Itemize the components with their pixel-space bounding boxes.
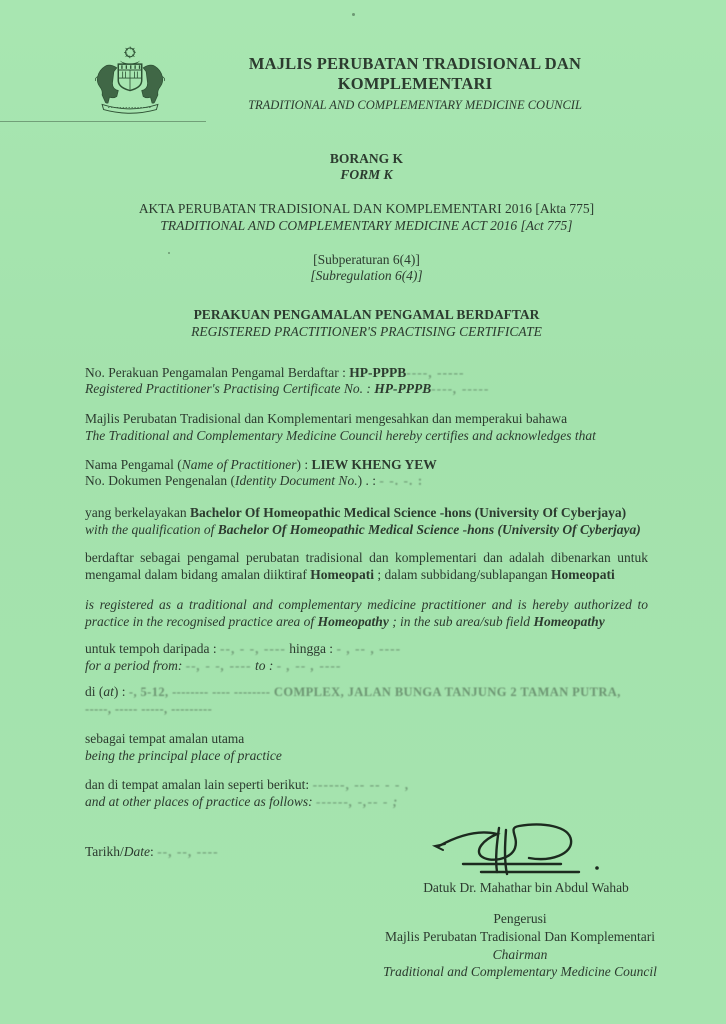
identity-number-redacted: - -. -. : — [379, 473, 424, 489]
qualification-lead-en: with the qualification of — [85, 521, 218, 537]
place-label-close: ) : — [113, 683, 129, 699]
place-line-1 — [85, 684, 648, 701]
registration-middle-ms: ; dalam subbidang/sublapangan — [374, 567, 552, 583]
other-places-redacted-en: ------, -,-- - ; — [315, 793, 399, 809]
other-places-label-ms: dan di tempat amalan lain seperti berikut: — [85, 776, 313, 792]
address-redacted-line2: -----, ----- -----, --------- — [85, 701, 213, 716]
date-redacted: --, --, ---- — [157, 844, 219, 860]
practice-area-ms: Homeopati — [310, 567, 375, 583]
registration-middle-en: ; in the sub area/sub field — [388, 613, 534, 629]
registration-paragraph-ms — [85, 550, 648, 583]
document-body — [0, 151, 726, 897]
place-label-en: at — [103, 683, 114, 699]
date-line — [85, 844, 219, 861]
period-ms — [85, 641, 648, 658]
signatory-org-ms: Majlis Perubatan Tradisional Dan Komplementari — [385, 928, 655, 944]
place-label-ms: di ( — [85, 683, 104, 699]
letterhead — [0, 0, 726, 125]
signature-icon — [411, 820, 641, 884]
principal-place-block — [85, 731, 648, 764]
practitioner-label-ms: Nama Pengamal ( — [85, 456, 182, 472]
period-middle-ms: hingga : — [285, 641, 337, 657]
signature-row — [85, 820, 648, 897]
certification-ms: Majlis Perubatan Tradisional dan Komplementari mengesahkan dan memperakui bahawa — [85, 411, 568, 427]
signatory-name: Datuk Dr. Mahathar bin Abdul Wahab — [423, 880, 629, 896]
signatory-title-ms: Pengerusi — [493, 911, 547, 927]
subregulation-ms: [Subperaturan 6(4)] — [313, 251, 420, 267]
period-middle-en: to : — [251, 658, 277, 674]
practitioner-label-en: Name of Practitioner — [181, 456, 297, 472]
period-label-en: for a period from: — [85, 658, 186, 674]
practice-subfield-ms: Homeopati — [551, 567, 615, 583]
practitioner-name-line — [85, 457, 648, 474]
period-block — [85, 641, 648, 674]
signatory-titles — [320, 911, 720, 981]
other-places-ms — [85, 777, 648, 794]
period-from-redacted: --, - -, ---- — [219, 641, 286, 657]
certificate-title — [85, 307, 648, 340]
council-name-en: TRADITIONAL AND COMPLEMENTARY MEDICINE COUNCIL — [248, 97, 582, 112]
principal-place-ms: sebagai tempat amalan utama — [85, 731, 245, 747]
period-to-redacted: - , -- , ---- — [336, 641, 402, 657]
practice-subfield-en: Homeopathy — [533, 613, 605, 629]
certificate-title-ms: PERAKUAN PENGAMALAN PENGAMAL BERDAFTAR — [193, 307, 540, 323]
qualification-block — [85, 505, 648, 538]
period-from-redacted-en: --, - -, ---- — [185, 658, 252, 674]
certificate-title-en: REGISTERED PRACTITIONER'S PRACTISING CERTIFICATE — [191, 323, 542, 339]
principal-place-en: being the principal place of practice — [85, 748, 282, 764]
period-label-ms: untuk tempoh daripada : — [85, 641, 220, 657]
scan-speck — [352, 13, 355, 16]
certificate-number-redacted-en: ----, ----- — [431, 381, 490, 397]
scan-speck — [168, 252, 170, 254]
signatory-org-en: Traditional and Complementary Medicine Council — [383, 964, 657, 980]
malaysia-coat-of-arms-icon — [86, 42, 174, 125]
qualification-ms — [85, 505, 648, 522]
date-label-ms: Tarikh/ — [85, 844, 124, 860]
registration-text-ms: berdaftar sebagai pengamal perubatan tradisional dan komplementari dan adalah dibenarkan untuk mengamal dalam bidang amalan diiktiraf — [85, 550, 648, 583]
date-label-en: Date — [123, 844, 151, 860]
registration-text-en: is registered as a traditional and complementary medicine practitioner and is hereby authorized to practice in the recognised practice area of — [85, 596, 648, 629]
qualification-degree-en: Bachelor Of Homeopathic Medical Science -hons (University Of Cyberjaya) — [217, 521, 641, 537]
other-places-label-en: and at other places of practice as follows: — [85, 793, 316, 809]
period-to-redacted-en: - , -- , ---- — [276, 658, 342, 674]
subregulation — [85, 252, 648, 285]
place-line-2 — [85, 701, 648, 718]
practitioner-label-close: ) : — [296, 456, 312, 472]
certification-statement — [85, 411, 648, 444]
address-redacted-line1: -, 5-12, -------- ---- -------- COMPLEX, JALAN BUNGA TANJUNG 2 TAMAN PUTRA, — [128, 684, 621, 699]
practitioner-block — [85, 457, 648, 490]
form-heading — [85, 151, 648, 184]
identity-label-close: ) . : — [357, 473, 380, 489]
qualification-degree-ms: Bachelor Of Homeopathic Medical Science -hons (University Of Cyberjaya) — [189, 505, 627, 521]
identity-document-line — [85, 473, 648, 490]
other-places-block — [85, 777, 648, 810]
certificate-number-redacted: ----, ----- — [406, 364, 465, 380]
registration-paragraph-en — [85, 597, 648, 630]
certificate-number-ms — [85, 365, 648, 382]
date-colon: : — [150, 844, 158, 860]
certificate-number-prefix-en: HP-PPPB — [374, 381, 432, 397]
qualification-lead-ms: yang berkelayakan — [85, 505, 190, 521]
period-en — [85, 658, 648, 675]
certificate-number-label-ms: No. Perakuan Pengamalan Pengamal Berdaftar : — [85, 364, 350, 380]
act-heading-en: TRADITIONAL AND COMPLEMENTARY MEDICINE ACT 2016 [Act 775] — [160, 217, 573, 233]
council-name-block — [174, 54, 686, 113]
other-places-en — [85, 794, 648, 811]
certificate-number-en — [85, 381, 648, 398]
qualification-en — [85, 522, 648, 539]
scan-artifact-line — [0, 121, 206, 122]
certificate-number-prefix: HP-PPPB — [349, 364, 407, 380]
subregulation-en: [Subregulation 6(4)] — [310, 268, 423, 284]
practitioner-name: LIEW KHENG YEW — [311, 456, 437, 472]
certificate-number-label-en: Registered Practitioner's Practising Certificate No. : — [85, 381, 375, 397]
other-places-redacted-ms: ------, -- -- - - , — [312, 776, 410, 792]
form-heading-ms: BORANG K — [329, 150, 404, 166]
act-heading — [85, 201, 648, 234]
signature-block — [386, 820, 666, 897]
identity-label-en: Identity Document No. — [234, 473, 358, 489]
signatory-title-en: Chairman — [492, 946, 548, 962]
council-name-ms: MAJLIS PERUBATAN TRADISIONAL DAN KOMPLEMENTARI — [248, 53, 582, 94]
form-heading-en: FORM K — [340, 167, 393, 183]
certificate-number-block — [85, 365, 648, 398]
act-heading-ms: AKTA PERUBATAN TRADISIONAL DAN KOMPLEMENTARI 2016 [Akta 775] — [138, 201, 595, 217]
identity-label-ms: No. Dokumen Pengenalan ( — [85, 473, 235, 489]
practice-area-en: Homeopathy — [317, 613, 389, 629]
certification-en: The Traditional and Complementary Medicine Council hereby certifies and acknowledges that — [85, 427, 596, 443]
place-of-practice-block — [85, 684, 648, 717]
